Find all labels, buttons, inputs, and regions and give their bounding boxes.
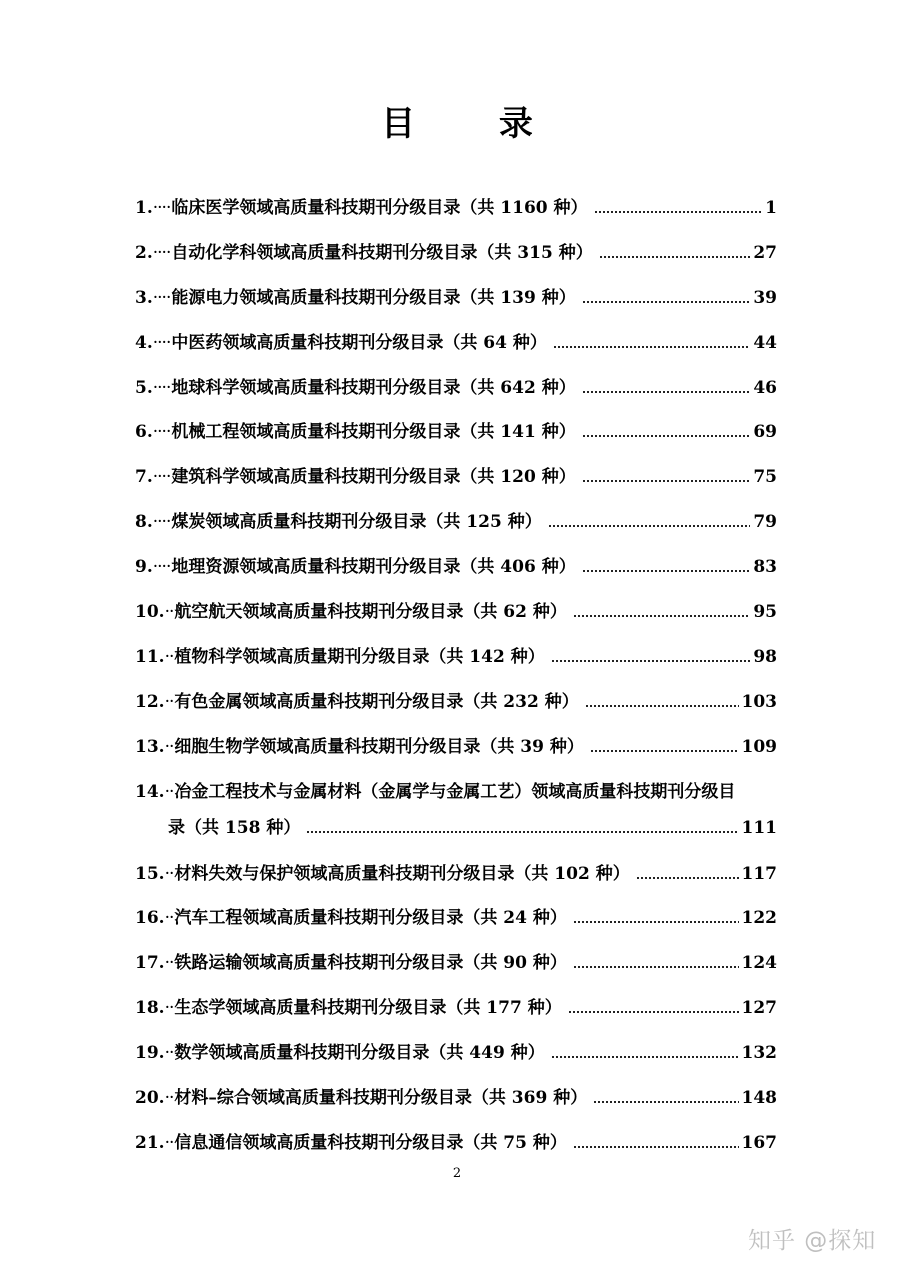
toc-entry-number: 19. bbox=[135, 1043, 165, 1064]
toc-dot-leader bbox=[585, 696, 739, 712]
toc-entry-line bbox=[135, 1080, 777, 1116]
toc-entry-line bbox=[135, 325, 777, 361]
page-title: 目 录 bbox=[381, 104, 569, 144]
toc-dot-leader bbox=[551, 651, 751, 667]
toc-entry-page: 124 bbox=[741, 953, 777, 974]
toc-entry-page: 103 bbox=[741, 691, 777, 712]
toc-entry-page: 39 bbox=[753, 287, 777, 308]
toc-entry-line bbox=[135, 414, 777, 450]
toc-dot-leader bbox=[573, 1137, 739, 1153]
toc-entry-line bbox=[135, 1125, 777, 1161]
toc-entry-title: 材料–综合领域高质量科技期刊分级目录（共 369 种） bbox=[174, 1088, 588, 1109]
toc-entry-leader: ·· bbox=[164, 646, 174, 667]
toc-entry-line bbox=[135, 990, 777, 1026]
toc-entry-line bbox=[135, 459, 777, 495]
toc-dot-leader bbox=[548, 516, 751, 532]
toc-entry-page: 69 bbox=[753, 422, 777, 443]
toc-dot-leader bbox=[582, 471, 751, 487]
toc-entry-leader: ···· bbox=[152, 557, 171, 578]
toc-entry-line-continued bbox=[135, 810, 777, 846]
toc-entry[interactable] bbox=[135, 414, 777, 459]
toc-entry-leader: ·· bbox=[164, 602, 174, 623]
toc-entry-leader: ·· bbox=[164, 998, 174, 1019]
toc-entry[interactable] bbox=[135, 1035, 777, 1080]
toc-entry-line bbox=[135, 1035, 777, 1071]
toc-dot-leader bbox=[573, 957, 739, 973]
toc-entry-page: 75 bbox=[753, 467, 777, 488]
toc-entry-number: 13. bbox=[135, 736, 165, 757]
toc-entry-leader: ·· bbox=[164, 1132, 174, 1153]
toc-entry-title: 煤炭领域高质量科技期刊分级目录（共 125 种） bbox=[171, 512, 542, 533]
toc-entry-line bbox=[135, 594, 777, 630]
toc-entry[interactable] bbox=[135, 504, 777, 549]
toc-dot-leader bbox=[551, 1047, 739, 1063]
toc-dot-leader bbox=[582, 561, 751, 577]
toc-dot-leader bbox=[582, 292, 751, 308]
toc-entry-title: 地球科学领域高质量科技期刊分级目录（共 642 种） bbox=[171, 377, 576, 398]
toc-entry-title: 铁路运输领域高质量科技期刊分级目录（共 90 种） bbox=[174, 953, 567, 974]
toc-entry-line bbox=[135, 945, 777, 981]
toc-entry-title: 数学领域高质量科技期刊分级目录（共 449 种） bbox=[174, 1043, 545, 1064]
toc-entry-line bbox=[135, 900, 777, 936]
toc-dot-leader bbox=[636, 868, 739, 884]
toc-dot-leader bbox=[582, 382, 751, 398]
toc-entry-title: 生态学领域高质量科技期刊分级目录（共 177 种） bbox=[174, 998, 562, 1019]
toc-entry[interactable] bbox=[135, 325, 777, 370]
toc-entry-number: 20. bbox=[135, 1088, 165, 1109]
toc-entry-page: 44 bbox=[753, 332, 777, 353]
toc-entry-page: 109 bbox=[741, 736, 777, 757]
toc-entry-line bbox=[135, 684, 777, 720]
toc-entry-line bbox=[135, 280, 777, 316]
toc-entry-page: 1 bbox=[765, 198, 777, 218]
toc-entry-leader: ·· bbox=[164, 863, 174, 884]
toc-entry-title: 能源电力领域高质量科技期刊分级目录（共 139 种） bbox=[171, 287, 576, 308]
toc-entry-page: 83 bbox=[753, 557, 777, 578]
toc-entry-page: 127 bbox=[741, 998, 777, 1019]
toc-entry-number: 8. bbox=[135, 512, 153, 533]
toc-entry-number: 4. bbox=[135, 332, 153, 353]
toc-entry[interactable] bbox=[135, 370, 777, 415]
toc-entry-title: 有色金属领域高质量科技期刊分级目录（共 232 种） bbox=[174, 691, 579, 712]
toc-dot-leader bbox=[593, 1092, 738, 1108]
toc-entry-number: 3. bbox=[135, 287, 153, 308]
toc-entry-line bbox=[135, 774, 777, 810]
toc-dot-leader bbox=[573, 606, 750, 622]
toc-entry-page: 46 bbox=[753, 377, 777, 398]
toc-entry-title: 植物科学领域高质量期刊分级目录（共 142 种） bbox=[174, 646, 545, 667]
toc-entry-page: 27 bbox=[753, 242, 777, 263]
toc-entry-leader: ·· bbox=[164, 1088, 174, 1109]
toc-entry-page: 122 bbox=[741, 908, 777, 929]
toc-entry[interactable] bbox=[135, 856, 777, 901]
toc-dot-leader bbox=[594, 202, 763, 218]
toc-entry[interactable] bbox=[135, 684, 777, 729]
toc-entry-title: 建筑科学领域高质量科技期刊分级目录（共 120 种） bbox=[171, 467, 576, 488]
toc-entry-line bbox=[135, 504, 777, 540]
toc-entry-page: 111 bbox=[741, 817, 777, 838]
toc-entry-number: 7. bbox=[135, 467, 153, 488]
toc-entry[interactable] bbox=[135, 1125, 777, 1170]
toc-entry-title: 细胞生物学领域高质量科技期刊分级目录（共 39 种） bbox=[174, 736, 584, 757]
toc-entry-number: 17. bbox=[135, 953, 165, 974]
toc-entry-number: 10. bbox=[135, 602, 165, 623]
toc-entry-title: 冶金工程技术与金属材料（金属学与金属工艺）领域高质量科技期刊分级目 bbox=[174, 781, 736, 802]
toc-entry-number: 18. bbox=[135, 998, 165, 1019]
toc-dot-leader bbox=[582, 426, 751, 442]
toc-entry-line bbox=[135, 639, 777, 675]
toc-dot-leader bbox=[568, 1002, 739, 1018]
toc-entry-line bbox=[135, 370, 777, 406]
toc-entry-page: 98 bbox=[753, 646, 777, 667]
toc-entry[interactable] bbox=[135, 1080, 777, 1125]
toc-entry-leader: ···· bbox=[152, 467, 171, 488]
toc-dot-leader bbox=[590, 741, 739, 757]
toc-entry-title: 自动化学科领域高质量科技期刊分级目录（共 315 种） bbox=[171, 242, 593, 263]
toc-entry-leader: ·· bbox=[164, 953, 174, 974]
toc-entry-title: 材料失效与保护领域高质量科技期刊分级目录（共 102 种） bbox=[174, 863, 630, 884]
toc-entry-number: 1. bbox=[135, 198, 153, 218]
toc-entry[interactable] bbox=[135, 945, 777, 990]
page-number: 2 bbox=[452, 1166, 462, 1181]
toc-dot-leader bbox=[599, 247, 751, 263]
toc-entry-leader: ···· bbox=[152, 422, 171, 443]
toc-entry-leader: ···· bbox=[152, 198, 171, 218]
toc-entry[interactable] bbox=[135, 729, 777, 774]
toc-dot-leader bbox=[573, 912, 739, 928]
toc-entry-leader: ···· bbox=[152, 512, 171, 533]
toc-entry[interactable] bbox=[135, 549, 777, 594]
toc-entry-page: 79 bbox=[753, 512, 777, 533]
toc-entry[interactable] bbox=[135, 990, 777, 1035]
toc-entry-title: 汽车工程领域高质量科技期刊分级目录（共 24 种） bbox=[174, 908, 567, 929]
toc-entry[interactable] bbox=[135, 190, 777, 235]
toc-entry-leader: ·· bbox=[164, 1043, 174, 1064]
toc-entry-leader: ···· bbox=[152, 332, 171, 353]
toc-entry-page: 148 bbox=[741, 1088, 777, 1109]
toc-dot-leader bbox=[306, 822, 738, 838]
toc-entry-leader: ···· bbox=[152, 377, 171, 398]
toc-entry[interactable] bbox=[135, 774, 777, 856]
toc-entry-line bbox=[135, 729, 777, 765]
toc-entry-line bbox=[135, 856, 777, 892]
toc-entry-title: 航空航天领域高质量科技期刊分级目录（共 62 种） bbox=[174, 602, 567, 623]
toc-entry-leader: ·· bbox=[164, 736, 174, 757]
toc-entry-line bbox=[135, 190, 777, 226]
toc-entry-leader: ···· bbox=[152, 287, 171, 308]
toc-entry-number: 15. bbox=[135, 863, 165, 884]
toc-entry-page: 117 bbox=[741, 863, 777, 884]
toc-dot-leader bbox=[553, 337, 750, 353]
toc-entry-line bbox=[135, 549, 777, 585]
toc-entry[interactable] bbox=[135, 639, 777, 684]
toc-entry-title: 临床医学领域高质量科技期刊分级目录（共 1160 种） bbox=[171, 198, 588, 218]
toc-entry[interactable] bbox=[135, 459, 777, 504]
toc-entry[interactable] bbox=[135, 280, 777, 325]
watermark: 知乎 @探知 bbox=[748, 1228, 877, 1254]
toc-entry-number: 16. bbox=[135, 908, 165, 929]
toc-entry-leader: ·· bbox=[164, 781, 174, 802]
toc-entry-title: 机械工程领域高质量科技期刊分级目录（共 141 种） bbox=[171, 422, 576, 443]
toc-entry-line bbox=[135, 235, 777, 271]
toc-entry-page: 95 bbox=[753, 602, 777, 623]
toc-entry-number: 12. bbox=[135, 691, 165, 712]
toc-entry-leader: ···· bbox=[152, 242, 171, 263]
table-of-contents bbox=[135, 190, 777, 1170]
toc-entry-page: 167 bbox=[741, 1132, 777, 1153]
toc-entry-number: 9. bbox=[135, 557, 153, 578]
toc-entry[interactable] bbox=[135, 594, 777, 639]
toc-entry-page: 132 bbox=[741, 1043, 777, 1064]
toc-entry-leader: ·· bbox=[164, 908, 174, 929]
toc-entry-title: 中医药领域高质量科技期刊分级目录（共 64 种） bbox=[171, 332, 547, 353]
toc-entry-number: 11. bbox=[135, 646, 165, 667]
toc-entry-title-continued: 录（共 158 种） bbox=[168, 817, 301, 838]
toc-entry[interactable] bbox=[135, 900, 777, 945]
toc-entry-number: 6. bbox=[135, 422, 153, 443]
toc-entry-number: 5. bbox=[135, 377, 153, 398]
toc-entry-title: 地理资源领域高质量科技期刊分级目录（共 406 种） bbox=[171, 557, 576, 578]
toc-entry-leader: ·· bbox=[164, 691, 174, 712]
toc-entry-number: 2. bbox=[135, 242, 153, 263]
toc-entry-number: 21. bbox=[135, 1132, 165, 1153]
toc-entry[interactable] bbox=[135, 235, 777, 280]
toc-entry-number: 14. bbox=[135, 781, 165, 802]
toc-entry-title: 信息通信领域高质量科技期刊分级目录（共 75 种） bbox=[174, 1132, 567, 1153]
